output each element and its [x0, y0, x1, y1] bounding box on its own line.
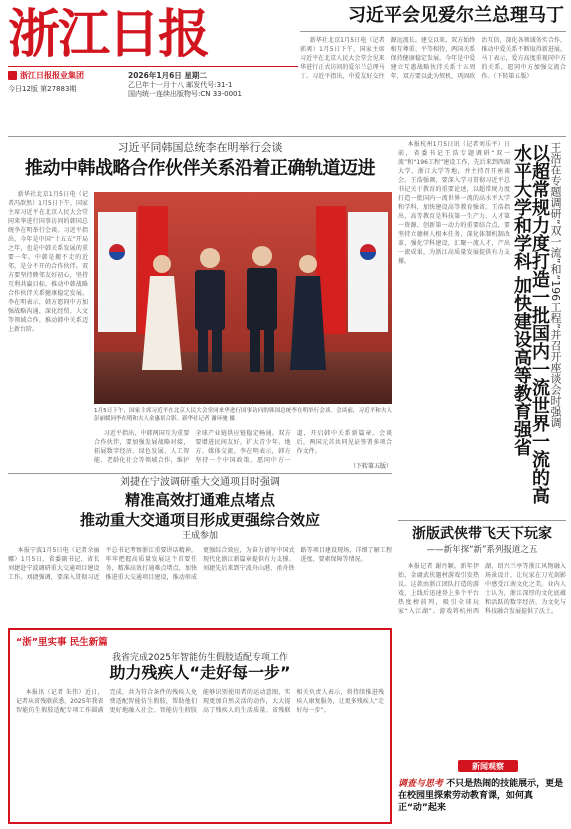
feature-body: [16, 688, 384, 820]
news-watch-headline-block: [398, 778, 566, 814]
issue-cn: 国内统一连续出版物号:CN 33-0001: [128, 90, 242, 98]
main-story-photo: [94, 192, 392, 404]
feature-box: [8, 628, 392, 824]
traffic-paragraph: 本报宁波1月5日电（记者余丽娜）1月5日，省委副书记、省长刘捷赴宁波调研重大交通项目建设工作。刘捷强调，要深入贯彻习近平总书记考察浙江重要讲话精神，牢牢把握高质量发展这个首要任务，精准高效打通难点堵点，加快推进重大交通项目建设，推动形成更强综合效应，为奋力谱写中国式现代化浙江新篇章提供有力支撑。刘捷先后来到宁波舟山港、甬舟铁路等项目建设现场，详细了解工程进度、要素保障等情况。: [8, 547, 392, 581]
top-story-paragraph: 新华社北京1月5日电（记者郭爽）1月5日下午，国家主席习近平在北京人民大会堂会见来华进行正式访问的爱尔兰总理马丁。习近平指出，中爱友好交往源远流长。建交以来，双方始终相互尊重、平等相待，两国关系保持健康稳定发展。今年是中爱建立互惠战略伙伴关系十五周年，双方要以此为契机，巩固政治互信，深化各领域务实合作，推动中爱关系不断取得新进展。马丁表示，爱方高度重视同中方的关系，愿同中方加强交流合作。（下转第五版）: [300, 37, 566, 80]
issue-lunar: 乙巳年十一月十八 邮发代号:31-1: [128, 81, 233, 89]
masthead-rule: [8, 66, 298, 67]
main-story-right-paragraph: 习近平指出，中韩两国互为重要合作伙伴，要加强发展战略对接，拓展数字经济、绿色发展、人工智能、老龄化社会等领域合作，维护全球产业链供应链稳定畅通。双方要增进民间友好，扩大青少年、地方、媒体交流。李在明表示，韩方坚持一个中国政策，愿同中方一道，开启韩中关系新篇章。会谈后，两国元首共同见证签署多项合作文件。: [94, 430, 392, 464]
traffic-kicker: 刘捷在宁波调研重大交通项目时强调: [120, 477, 280, 488]
issue-serial: 今日12版 第27883期: [8, 85, 77, 93]
traffic-subhead: 王成参加: [181, 531, 218, 541]
top-story: [300, 4, 566, 134]
col-story-body: [398, 140, 510, 518]
masthead: [8, 4, 298, 96]
news-watch-headline-red: 调查与思考: [398, 779, 444, 789]
main-story-continue: （下转第五版）: [349, 463, 392, 470]
main-story-kicker: 习近平同韩国总统李在明举行会谈: [117, 141, 283, 154]
col-story-paragraph: 本报杭州1月5日讯（记者刘乐平）日前，省委书记王浩专题调研“双一流”和“196工程”建设工作，先后来到西湖大学、浙江大学等地，并主持召开座谈会。王浩强调，要深入学习贯彻习近平总书记关于教育的重要论述，以超常规力度打造一批国内一流世界一流的高水平大学和学科，加快建设高等教育强省。王浩指出，高等教育是科技第一生产力、人才第一资源、创新第一动力的重要结合点，要坚持立德树人根本任务，深化体制机制改革，强化学科建设，汇聚一流人才，产出一流成果，为浙江高质量发展提供有力支撑。: [398, 141, 510, 265]
main-story-headline: 推动中韩战略合作伙伴关系沿着正确轨道迈进: [25, 158, 375, 179]
korea-flag-left: [98, 212, 136, 332]
korea-flag-right: [348, 212, 388, 332]
main-story: [8, 140, 392, 470]
main-story-photo-caption: 1月5日下午，国家主席习近平在北京人民大会堂同来华进行国事访问的韩国总统李在明举行会谈。会谈前，习近平和夫人彭丽媛同李在明和夫人金惠景合影。新华社记者 谢环驰 摄: [94, 408, 392, 422]
traffic-story: [8, 476, 392, 624]
news-watch-headline: 不只是热闹的技能展示，更是在校园里探索劳动教育课，如何真正“动”起来: [398, 779, 564, 813]
feature-headline: 助力残疾人“走好每一步”: [109, 663, 291, 682]
feature-paragraph: 本报讯（记者 朱伟）近日，记者从省残联获悉，2025年我省智能仿生假肢适配专项工作圆满完成，共为符合条件的残疾人免费适配智能仿生假肢，帮助他们更好地融入社会。智能仿生假肢能够识别使用者的运动意图，实现更加自然灵活的动作，大大提高了残疾人的生活质量。省残联相关负责人表示，将持续推进残疾人康复服务，让更多残疾人“走好每一步”。: [16, 689, 384, 714]
newspaper-title: 浙江日报: [8, 4, 209, 65]
top-story-rule: [300, 31, 566, 32]
culture-body: [398, 562, 566, 756]
culture-separator: [398, 520, 566, 521]
feature-subhead: 我省完成2025年智能仿生假肢适配专项工作: [112, 653, 288, 663]
culture-headline: 浙版武侠带飞天下玩家: [412, 526, 552, 542]
group-logo: [8, 70, 84, 81]
col-story: [398, 140, 566, 518]
state-leaders-photo: [94, 192, 392, 404]
feature-tag: “浙”里实事 民生新篇: [16, 637, 108, 648]
top-story-body: [300, 36, 566, 134]
culture-paragraph: 本报记者 谢丹颖。新年伊始，金庸武侠题材游戏引发热议。这款由浙江团队打造的游戏，上线后迅速登上多个平台热度榜前列，吸引全球玩家“入江湖”。游戏将杭州西湖、绍兴兰亭等浙江风物融入场景设计，让玩家在刀光剑影中感受江南文化之美。业内人士认为，浙江深厚的文化底蕴和活跃的数字经济，为文化与科技融合发展提供了沃土。: [398, 563, 566, 615]
traffic-headline-2: 推动重大交通项目形成更强综合效应: [79, 511, 320, 529]
traffic-separator: [8, 473, 392, 474]
col-story-vertical-headline: 以超常规力度打造一批国内一流世界一流的高水平大学和学科 加快建设高等教育强省: [511, 144, 550, 504]
col-story-vertical-kicker: 王浩在专题调研“双一流”和“196工程”并召开座谈会时强调: [549, 142, 562, 428]
main-story-left-paragraph: 新华社北京1月5日电（记者冯歆然）1月5日下午，国家主席习近平在北京人民大会堂同来华进行国事访问的韩国总统李在明举行会谈。习近平指出，今年是中国“十五五”开局之年，也是中韩关系发展的重要一年。中韩是搬不走的近邻，是分不开的合作伙伴。双方要坚持睦邻友好初心，坚持互利共赢目标，推动中韩战略合作伙伴关系健康稳定发展。李在明表示，韩方愿同中方加强战略沟通，深化经贸、人文等领域合作，推动韩中关系迈上新台阶。: [8, 191, 88, 333]
top-story-headline: 习近平会见爱尔兰总理马丁: [348, 5, 564, 26]
issue-date: 2026年1月6日 星期二: [128, 71, 207, 80]
traffic-headline-1: 精准高效打通难点堵点: [124, 491, 275, 509]
traffic-body: [8, 546, 392, 624]
culture-story: [398, 524, 566, 756]
group-logo-text: 浙江日报报业集团: [20, 71, 84, 80]
culture-subhead: ——新年探“新”系列报道之五: [426, 545, 538, 555]
section-separator: [8, 136, 566, 137]
news-watch-tag: 新闻观察: [472, 762, 504, 771]
news-watch: [398, 760, 566, 824]
group-logo-icon: [8, 71, 17, 80]
